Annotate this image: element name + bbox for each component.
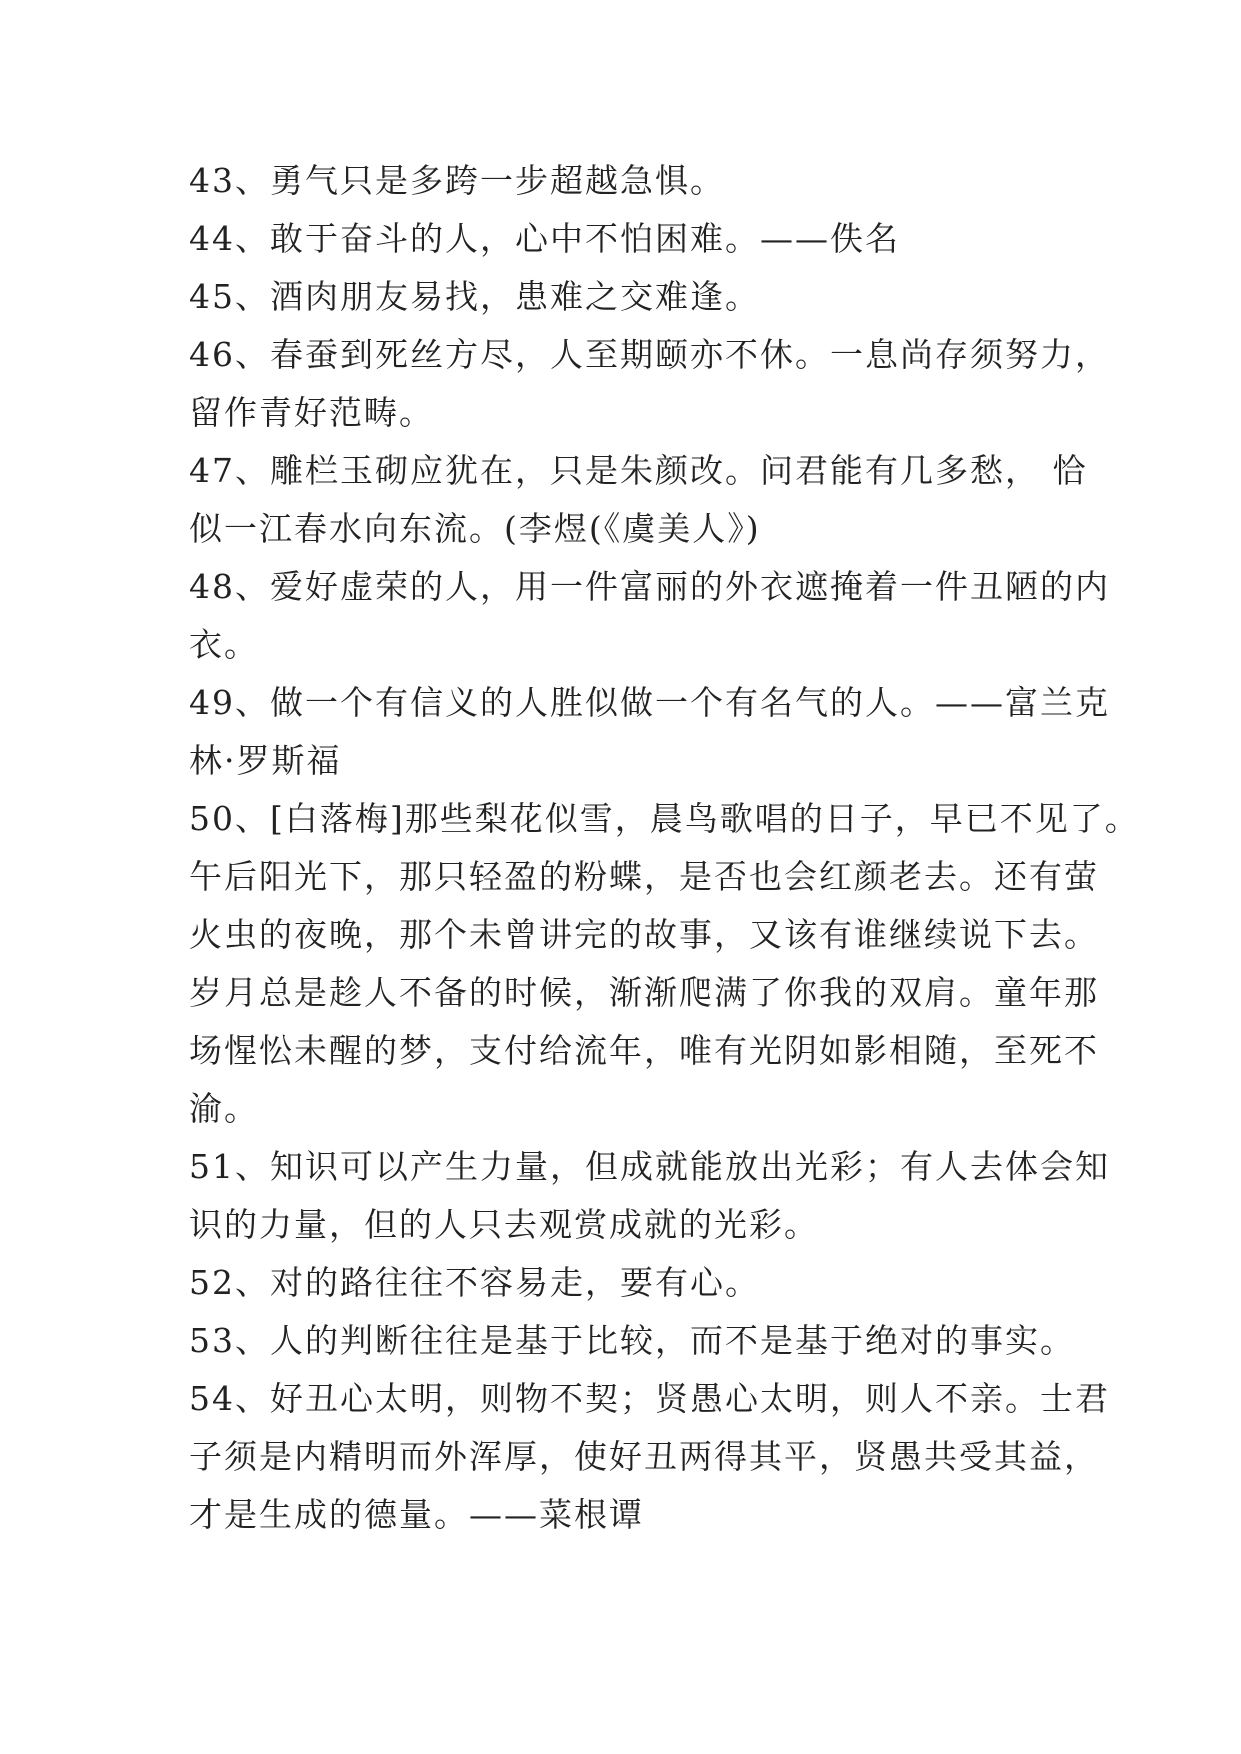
quote-line: 45、酒肉朋友易找，患难之交难逢。 bbox=[189, 277, 760, 316]
quote-entry-46 bbox=[189, 326, 1110, 442]
quote-line: 岁月总是趁人不备的时候，渐渐爬满了你我的双肩。童年那 bbox=[189, 973, 1099, 1012]
quote-entry-43 bbox=[189, 152, 1069, 210]
quote-line: 43、勇气只是多跨一步超越急惧。 bbox=[189, 161, 725, 200]
quote-entry-51 bbox=[189, 1138, 1110, 1254]
quote-entry-49 bbox=[189, 674, 1110, 790]
quote-entry-50 bbox=[189, 790, 1140, 1138]
quote-entry-47 bbox=[189, 442, 1088, 558]
quote-line: 识的力量，但的人只去观赏成就的光彩。 bbox=[189, 1205, 819, 1244]
quote-line: 50、[白落梅]那些梨花似雪，晨鸟歌唱的日子，早已不见了。 bbox=[189, 799, 1140, 838]
quote-line: 林·罗斯福 bbox=[189, 741, 342, 780]
quote-line: 46、春蚕到死丝方尽，人至期颐亦不休。一息尚存须努力， bbox=[189, 335, 1110, 374]
quote-line: 衣。 bbox=[189, 625, 259, 664]
quote-entry-48 bbox=[189, 558, 1110, 674]
quote-line: 渝。 bbox=[189, 1089, 259, 1128]
quote-line: 53、人的判断往往是基于比较，而不是基于绝对的事实。 bbox=[189, 1321, 1075, 1360]
quote-line: 留作青好范畴。 bbox=[189, 393, 434, 432]
quote-line: 48、爱好虚荣的人，用一件富丽的外衣遮掩着一件丑陋的内 bbox=[189, 567, 1110, 606]
quote-entry-44 bbox=[189, 210, 1069, 268]
document-body bbox=[189, 152, 1140, 1544]
quote-line: 场惺忪未醒的梦，支付给流年，唯有光阴如影相随，至死不 bbox=[189, 1031, 1099, 1070]
quote-line: 47、雕栏玉砌应犹在，只是朱颜改。问君能有几多愁， 恰 bbox=[189, 451, 1088, 490]
quote-entry-53 bbox=[189, 1312, 1075, 1370]
quote-line: 才是生成的德量。——菜根谭 bbox=[189, 1495, 644, 1534]
quote-line: 54、好丑心太明，则物不契；贤愚心太明，则人不亲。士君 bbox=[189, 1379, 1110, 1418]
quote-entry-45 bbox=[189, 268, 1069, 326]
quote-line: 49、做一个有信义的人胜似做一个有名气的人。——富兰克 bbox=[189, 683, 1110, 722]
quote-line: 51、知识可以产生力量，但成就能放出光彩；有人去体会知 bbox=[189, 1147, 1110, 1186]
quote-entry-52 bbox=[189, 1254, 1069, 1312]
quote-line: 似一江春水向东流。(李煜(《虞美人》) bbox=[189, 509, 761, 548]
quote-line: 午后阳光下，那只轻盈的粉蝶，是否也会红颜老去。还有萤 bbox=[189, 857, 1099, 896]
quote-line: 火虫的夜晚，那个未曾讲完的故事，又该有谁继续说下去。 bbox=[189, 915, 1099, 954]
quote-line: 52、对的路往往不容易走，要有心。 bbox=[189, 1263, 760, 1302]
quote-line: 子须是内精明而外浑厚，使好丑两得其平，贤愚共受其益， bbox=[189, 1437, 1099, 1476]
quote-line: 44、敢于奋斗的人，心中不怕困难。——佚名 bbox=[189, 219, 900, 258]
quote-entry-54 bbox=[189, 1370, 1110, 1544]
